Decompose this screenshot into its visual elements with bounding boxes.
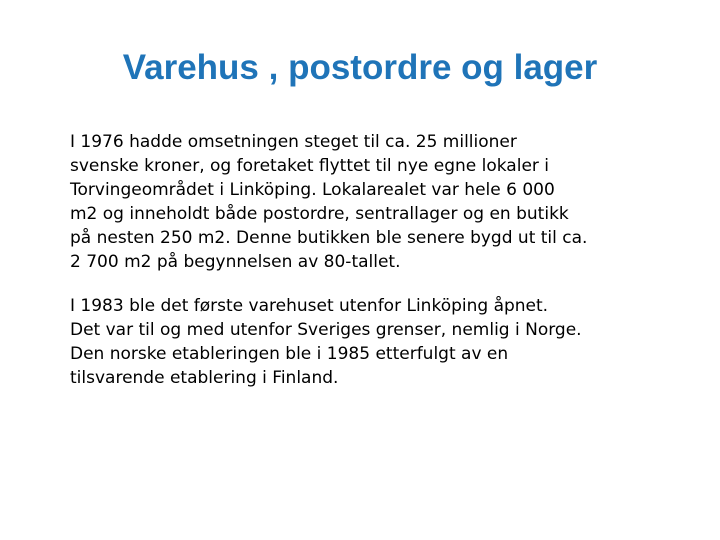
text-line: I 1983 ble det første varehuset utenfor Linköping åpnet.: [70, 296, 549, 316]
paragraph-1: [70, 130, 700, 274]
slide-body: [70, 130, 700, 410]
slide-title: Varehus , postordre og lager: [122, 48, 598, 87]
text-line: I 1976 hadde omsetningen steget til ca. 25 millioner: [70, 132, 517, 152]
text-line: Den norske etableringen ble i 1985 etterfulgt av en: [70, 344, 509, 364]
text-line: tilsvarende etablering i Finland.: [70, 368, 339, 388]
text-line: m2 og inneholdt både postordre, sentrallager og en butikk: [70, 204, 569, 224]
text-line: svenske kroner, og foretaket flyttet til nye egne lokaler i: [70, 156, 550, 176]
text-line: på nesten 250 m2. Denne butikken ble senere bygd ut til ca.: [70, 228, 588, 248]
text-line: 2 700 m2 på begynnelsen av 80-tallet.: [70, 252, 401, 272]
paragraph-2: [70, 294, 700, 390]
text-line: Torvingeområdet i Linköping. Lokalarealet var hele 6 000: [70, 180, 555, 200]
text-line: Det var til og med utenfor Sveriges grenser, nemlig i Norge.: [70, 320, 582, 340]
